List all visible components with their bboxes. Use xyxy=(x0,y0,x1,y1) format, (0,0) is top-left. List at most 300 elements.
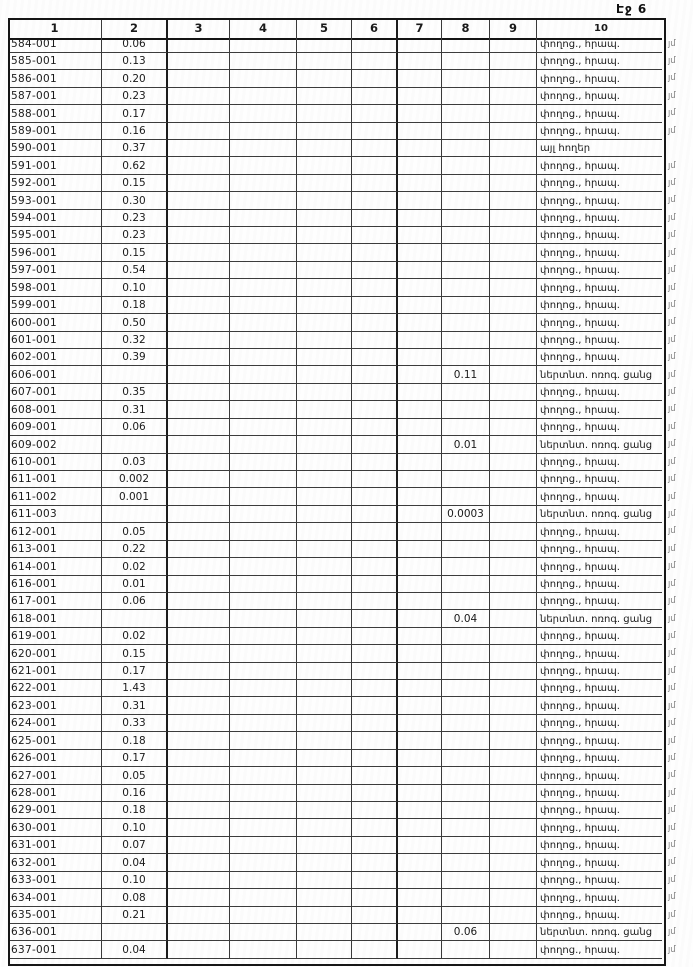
col3-cell xyxy=(168,558,230,575)
col9-cell xyxy=(490,244,537,261)
column-header-5: 5 xyxy=(297,18,352,40)
margin-bleed-note: յմ xyxy=(668,944,676,955)
area-value-cell: 0.07 xyxy=(102,837,168,854)
col4-cell xyxy=(230,837,297,854)
area-value-cell xyxy=(102,436,168,453)
margin-bleed-note: յմ xyxy=(668,561,676,572)
col6-cell xyxy=(352,88,398,105)
parcel-code-cell: 611-002 xyxy=(8,488,102,505)
col3-cell xyxy=(168,157,230,174)
parcel-code-cell: 584-001 xyxy=(8,35,102,52)
area-value-cell: 0.06 xyxy=(102,35,168,52)
irrigation-value-cell xyxy=(442,192,490,209)
col5-cell xyxy=(297,924,352,941)
col9-cell xyxy=(490,105,537,122)
col3-cell xyxy=(168,523,230,540)
land-use-cell: փողոց., հրապ. xyxy=(537,210,662,227)
col7-cell xyxy=(398,123,442,140)
col5-cell xyxy=(297,645,352,662)
irrigation-value-cell xyxy=(442,854,490,871)
irrigation-value-cell xyxy=(442,576,490,593)
area-value-cell: 0.17 xyxy=(102,663,168,680)
land-use-cell: ներտնտ. ոռոգ. ցանց xyxy=(537,366,662,383)
irrigation-value-cell xyxy=(442,262,490,279)
parcel-code-cell: 594-001 xyxy=(8,210,102,227)
col3-cell xyxy=(168,819,230,836)
col7-cell xyxy=(398,88,442,105)
col5-cell xyxy=(297,941,352,958)
col9-cell xyxy=(490,610,537,627)
margin-bleed-note: յմ xyxy=(668,787,676,798)
margin-bleed-note: յմ xyxy=(668,195,676,206)
column-header-8: 8 xyxy=(442,18,490,40)
col6-cell xyxy=(352,297,398,314)
col4-cell xyxy=(230,872,297,889)
col3-cell xyxy=(168,488,230,505)
parcel-code-cell: 633-001 xyxy=(8,872,102,889)
col7-cell xyxy=(398,192,442,209)
land-use-cell: փողոց., հրապ. xyxy=(537,401,662,418)
col6-cell xyxy=(352,541,398,558)
col6-cell xyxy=(352,610,398,627)
parcel-code-cell: 616-001 xyxy=(8,576,102,593)
col6-cell xyxy=(352,157,398,174)
col9-cell xyxy=(490,210,537,227)
col4-cell xyxy=(230,314,297,331)
margin-bleed-note: յմ xyxy=(668,735,676,746)
col9-cell xyxy=(490,70,537,87)
area-value-cell: 0.23 xyxy=(102,210,168,227)
margin-bleed-note: յմ xyxy=(668,665,676,676)
col5-cell xyxy=(297,279,352,296)
parcel-code-cell: 618-001 xyxy=(8,610,102,627)
margin-bleed-note: յմ xyxy=(668,613,676,624)
land-use-cell: փողոց., հրապ. xyxy=(537,175,662,192)
parcel-code-cell: 635-001 xyxy=(8,907,102,924)
margin-bleed-note: յմ xyxy=(668,90,676,101)
irrigation-value-cell xyxy=(442,663,490,680)
col7-cell xyxy=(398,279,442,296)
col7-cell xyxy=(398,680,442,697)
irrigation-value-cell xyxy=(442,332,490,349)
col7-cell xyxy=(398,227,442,244)
col5-cell xyxy=(297,175,352,192)
area-value-cell: 0.04 xyxy=(102,854,168,871)
col6-cell xyxy=(352,332,398,349)
col5-cell xyxy=(297,70,352,87)
col7-cell xyxy=(398,593,442,610)
column-header-10: 10 xyxy=(537,18,662,40)
parcel-code-cell: 607-001 xyxy=(8,384,102,401)
col4-cell xyxy=(230,628,297,645)
col5-cell xyxy=(297,837,352,854)
area-value-cell: 0.16 xyxy=(102,123,168,140)
margin-bleed-note: յմ xyxy=(668,892,676,903)
margin-bleed-note: յմ xyxy=(668,927,676,938)
irrigation-value-cell xyxy=(442,175,490,192)
col6-cell xyxy=(352,175,398,192)
margin-bleed-note: յմ xyxy=(668,421,676,432)
col7-cell xyxy=(398,541,442,558)
parcel-code-cell: 601-001 xyxy=(8,332,102,349)
col7-cell xyxy=(398,576,442,593)
margin-bleed-note: յմ xyxy=(668,630,676,641)
area-value-cell: 0.17 xyxy=(102,105,168,122)
col3-cell xyxy=(168,332,230,349)
col9-cell xyxy=(490,593,537,610)
margin-bleed-note: յմ xyxy=(668,718,676,729)
col3-cell xyxy=(168,924,230,941)
col4-cell xyxy=(230,785,297,802)
irrigation-value-cell xyxy=(442,35,490,52)
area-value-cell: 0.001 xyxy=(102,488,168,505)
col5-cell xyxy=(297,262,352,279)
area-value-cell: 0.16 xyxy=(102,785,168,802)
col7-cell xyxy=(398,53,442,70)
land-use-cell: փողոց., հրապ. xyxy=(537,384,662,401)
irrigation-value-cell xyxy=(442,785,490,802)
area-value-cell: 0.33 xyxy=(102,715,168,732)
col9-cell xyxy=(490,889,537,906)
col7-cell xyxy=(398,210,442,227)
col5-cell xyxy=(297,663,352,680)
land-use-cell: փողոց., հրապ. xyxy=(537,715,662,732)
col5-cell xyxy=(297,157,352,174)
col9-cell xyxy=(490,175,537,192)
parcel-code-cell: 599-001 xyxy=(8,297,102,314)
col7-cell xyxy=(398,314,442,331)
column-header-9: 9 xyxy=(490,18,537,40)
col4-cell xyxy=(230,140,297,157)
parcel-code-cell: 632-001 xyxy=(8,854,102,871)
land-use-cell: փողոց., հրապ. xyxy=(537,732,662,749)
parcel-code-cell: 608-001 xyxy=(8,401,102,418)
col4-cell xyxy=(230,802,297,819)
irrigation-value-cell xyxy=(442,732,490,749)
col4-cell xyxy=(230,506,297,523)
land-use-cell: փողոց., հրապ. xyxy=(537,227,662,244)
margin-bleed-note: յմ xyxy=(668,334,676,345)
margin-bleed-note: յմ xyxy=(668,822,676,833)
col3-cell xyxy=(168,854,230,871)
col9-cell xyxy=(490,471,537,488)
col3-cell xyxy=(168,750,230,767)
land-use-cell: փողոց., հրապ. xyxy=(537,907,662,924)
col6-cell xyxy=(352,663,398,680)
col4-cell xyxy=(230,105,297,122)
col7-cell xyxy=(398,645,442,662)
col4-cell xyxy=(230,907,297,924)
irrigation-value-cell xyxy=(442,471,490,488)
col7-cell xyxy=(398,366,442,383)
margin-bleed-note: յմ xyxy=(668,212,676,223)
col3-cell xyxy=(168,907,230,924)
land-use-cell: փողոց., հրապ. xyxy=(537,941,662,958)
land-use-cell: փողոց., հրապ. xyxy=(537,332,662,349)
col4-cell xyxy=(230,262,297,279)
col3-cell xyxy=(168,680,230,697)
irrigation-value-cell: 0.04 xyxy=(442,610,490,627)
margin-bleed-note: յմ xyxy=(668,857,676,868)
land-use-cell: փողոց., հրապ. xyxy=(537,576,662,593)
margin-bleed-note: յմ xyxy=(668,299,676,310)
irrigation-value-cell xyxy=(442,210,490,227)
col7-cell xyxy=(398,872,442,889)
irrigation-value-cell xyxy=(442,227,490,244)
parcel-code-cell: 590-001 xyxy=(8,140,102,157)
col9-cell xyxy=(490,680,537,697)
col7-cell xyxy=(398,401,442,418)
col6-cell xyxy=(352,941,398,958)
margin-bleed-note: յմ xyxy=(668,578,676,589)
col6-cell xyxy=(352,802,398,819)
irrigation-value-cell xyxy=(442,454,490,471)
col7-cell xyxy=(398,750,442,767)
area-value-cell: 0.21 xyxy=(102,907,168,924)
col9-cell xyxy=(490,732,537,749)
margin-bleed-note: յմ xyxy=(668,648,676,659)
irrigation-value-cell: 0.01 xyxy=(442,436,490,453)
col5-cell xyxy=(297,767,352,784)
col6-cell xyxy=(352,192,398,209)
col9-cell xyxy=(490,941,537,958)
land-use-cell: փողոց., հրապ. xyxy=(537,279,662,296)
col3-cell xyxy=(168,88,230,105)
irrigation-value-cell xyxy=(442,123,490,140)
land-use-cell: փողոց., հրապ. xyxy=(537,314,662,331)
col7-cell xyxy=(398,506,442,523)
col3-cell xyxy=(168,192,230,209)
parcel-code-cell: 611-001 xyxy=(8,471,102,488)
col5-cell xyxy=(297,35,352,52)
col3-cell xyxy=(168,105,230,122)
col4-cell xyxy=(230,332,297,349)
parcel-code-cell: 613-001 xyxy=(8,541,102,558)
margin-bleed-note: յմ xyxy=(668,178,676,188)
col7-cell xyxy=(398,349,442,366)
irrigation-value-cell xyxy=(442,88,490,105)
margin-bleed-note: յմ xyxy=(668,38,676,49)
irrigation-value-cell xyxy=(442,697,490,714)
irrigation-value-cell xyxy=(442,593,490,610)
col9-cell xyxy=(490,750,537,767)
land-use-cell: փողոց., հրապ. xyxy=(537,105,662,122)
page-number-label: Էջ 6 xyxy=(616,2,648,16)
land-use-cell: փողոց., հրապ. xyxy=(537,819,662,836)
area-value-cell: 0.22 xyxy=(102,541,168,558)
irrigation-value-cell xyxy=(442,349,490,366)
area-value-cell: 0.35 xyxy=(102,384,168,401)
col3-cell xyxy=(168,785,230,802)
irrigation-value-cell: 0.0003 xyxy=(442,506,490,523)
parcel-code-cell: 597-001 xyxy=(8,262,102,279)
land-use-cell: ներտնտ. ոռոգ. ցանց xyxy=(537,610,662,627)
margin-bleed-note: յմ xyxy=(668,404,676,415)
land-use-cell: փողոց., հրապ. xyxy=(537,244,662,261)
col6-cell xyxy=(352,732,398,749)
col4-cell xyxy=(230,401,297,418)
col9-cell xyxy=(490,419,537,436)
area-value-cell: 0.18 xyxy=(102,297,168,314)
margin-bleed-note: յմ xyxy=(668,491,676,502)
col9-cell xyxy=(490,35,537,52)
col7-cell xyxy=(398,907,442,924)
parcel-code-cell: 620-001 xyxy=(8,645,102,662)
col9-cell xyxy=(490,488,537,505)
parcel-code-cell: 627-001 xyxy=(8,767,102,784)
col3-cell xyxy=(168,541,230,558)
margin-bleed-note: յմ xyxy=(668,56,676,67)
margin-bleed-note: յմ xyxy=(668,230,676,241)
col7-cell xyxy=(398,35,442,52)
col9-cell xyxy=(490,907,537,924)
margin-bleed-note: յմ xyxy=(668,805,676,816)
col5-cell xyxy=(297,697,352,714)
col6-cell xyxy=(352,558,398,575)
col4-cell xyxy=(230,123,297,140)
land-use-cell: փողոց., հրապ. xyxy=(537,541,662,558)
col6-cell xyxy=(352,349,398,366)
col7-cell xyxy=(398,384,442,401)
area-value-cell: 0.15 xyxy=(102,244,168,261)
parcel-code-cell: 617-001 xyxy=(8,593,102,610)
land-use-cell: փողոց., հրապ. xyxy=(537,628,662,645)
col5-cell xyxy=(297,366,352,383)
area-value-cell: 0.01 xyxy=(102,576,168,593)
col3-cell xyxy=(168,279,230,296)
col7-cell xyxy=(398,488,442,505)
col6-cell xyxy=(352,576,398,593)
land-use-cell: ներտնտ. ոռոգ. ցանց xyxy=(537,436,662,453)
col5-cell xyxy=(297,593,352,610)
col4-cell xyxy=(230,767,297,784)
area-value-cell: 0.23 xyxy=(102,227,168,244)
area-value-cell: 0.30 xyxy=(102,192,168,209)
margin-bleed-note: յմ xyxy=(668,474,676,485)
area-value-cell: 0.05 xyxy=(102,767,168,784)
col5-cell xyxy=(297,419,352,436)
col6-cell xyxy=(352,628,398,645)
col3-cell xyxy=(168,297,230,314)
parcel-code-cell: 631-001 xyxy=(8,837,102,854)
col7-cell xyxy=(398,157,442,174)
margin-bleed-note: յմ xyxy=(668,840,676,851)
col6-cell xyxy=(352,366,398,383)
col4-cell xyxy=(230,819,297,836)
land-use-cell: փողոց., հրապ. xyxy=(537,88,662,105)
col4-cell xyxy=(230,88,297,105)
land-parcel-table xyxy=(8,18,692,959)
irrigation-value-cell xyxy=(442,297,490,314)
col3-cell xyxy=(168,645,230,662)
parcel-code-cell: 621-001 xyxy=(8,663,102,680)
col9-cell xyxy=(490,837,537,854)
col3-cell xyxy=(168,663,230,680)
irrigation-value-cell xyxy=(442,384,490,401)
col3-cell xyxy=(168,35,230,52)
col5-cell xyxy=(297,88,352,105)
col9-cell xyxy=(490,314,537,331)
parcel-code-cell: 637-001 xyxy=(8,941,102,958)
irrigation-value-cell xyxy=(442,872,490,889)
area-value-cell: 0.17 xyxy=(102,750,168,767)
land-use-cell: փողոց., հրապ. xyxy=(537,349,662,366)
land-use-cell: փողոց., հրապ. xyxy=(537,70,662,87)
col5-cell xyxy=(297,819,352,836)
col3-cell xyxy=(168,767,230,784)
land-use-cell: փողոց., հրապ. xyxy=(537,419,662,436)
land-use-cell: փողոց., հրապ. xyxy=(537,802,662,819)
land-use-cell: փողոց., հրապ. xyxy=(537,837,662,854)
col6-cell xyxy=(352,680,398,697)
col9-cell xyxy=(490,297,537,314)
land-use-cell: փողոց., հրապ. xyxy=(537,53,662,70)
col9-cell xyxy=(490,628,537,645)
col9-cell xyxy=(490,192,537,209)
col7-cell xyxy=(398,523,442,540)
col5-cell xyxy=(297,314,352,331)
col4-cell xyxy=(230,70,297,87)
col6-cell xyxy=(352,593,398,610)
area-value-cell xyxy=(102,610,168,627)
parcel-code-cell: 588-001 xyxy=(8,105,102,122)
col5-cell xyxy=(297,244,352,261)
col7-cell xyxy=(398,697,442,714)
parcel-code-cell: 592-001 xyxy=(8,175,102,192)
col5-cell xyxy=(297,541,352,558)
col9-cell xyxy=(490,401,537,418)
margin-bleed-note: յմ xyxy=(668,247,676,258)
col4-cell xyxy=(230,732,297,749)
col4-cell xyxy=(230,53,297,70)
parcel-code-cell: 636-001 xyxy=(8,924,102,941)
area-value-cell: 0.13 xyxy=(102,53,168,70)
col6-cell xyxy=(352,471,398,488)
col7-cell xyxy=(398,819,442,836)
col5-cell xyxy=(297,854,352,871)
area-value-cell: 0.05 xyxy=(102,523,168,540)
col6-cell xyxy=(352,314,398,331)
col4-cell xyxy=(230,384,297,401)
col7-cell xyxy=(398,419,442,436)
area-value-cell: 0.62 xyxy=(102,157,168,174)
col6-cell xyxy=(352,419,398,436)
col6-cell xyxy=(352,436,398,453)
col5-cell xyxy=(297,523,352,540)
col4-cell xyxy=(230,889,297,906)
parcel-code-cell: 591-001 xyxy=(8,157,102,174)
col6-cell xyxy=(352,35,398,52)
margin-bleed-note: յմ xyxy=(668,526,676,537)
col7-cell xyxy=(398,628,442,645)
col7-cell xyxy=(398,454,442,471)
col9-cell xyxy=(490,872,537,889)
margin-bleed-note: յմ xyxy=(668,160,676,171)
col4-cell xyxy=(230,924,297,941)
margin-bleed-note: յմ xyxy=(668,439,676,450)
land-use-cell: փողոց., հրապ. xyxy=(537,558,662,575)
col3-cell xyxy=(168,837,230,854)
margin-bleed-note: յմ xyxy=(668,543,676,554)
col3-cell xyxy=(168,70,230,87)
col6-cell xyxy=(352,697,398,714)
col5-cell xyxy=(297,436,352,453)
col3-cell xyxy=(168,732,230,749)
col3-cell xyxy=(168,384,230,401)
col9-cell xyxy=(490,279,537,296)
col5-cell xyxy=(297,576,352,593)
land-use-cell: փողոց., հրապ. xyxy=(537,157,662,174)
